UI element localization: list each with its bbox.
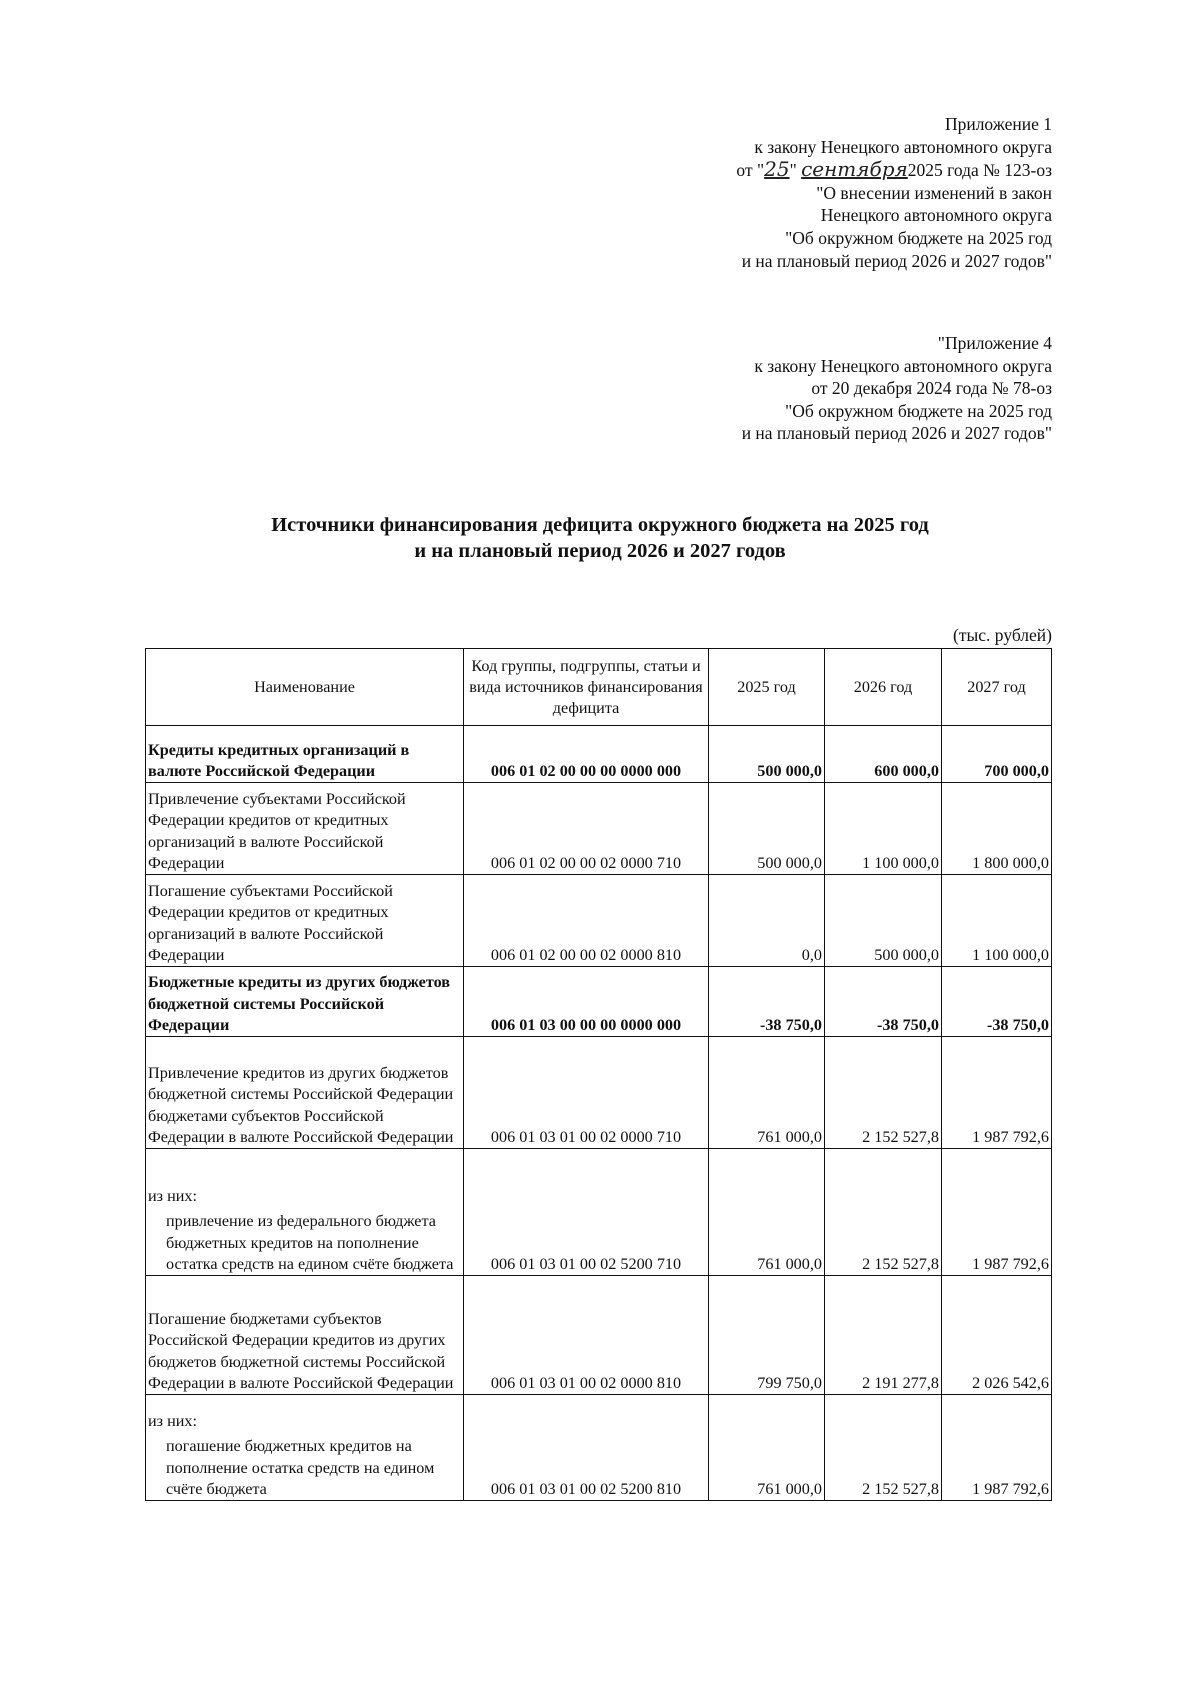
appendix-1-line-4: "О внесении изменений в закон bbox=[816, 182, 1052, 203]
header-2025: 2025 год bbox=[709, 649, 825, 726]
header-2026: 2026 год bbox=[825, 649, 942, 726]
header-name: Наименование bbox=[146, 649, 464, 726]
table-row: Кредиты кредитных организаций в валюте Российской Федерации 006 01 02 00 00 00 0000 000 500 000,0 600 000,0 700 000,0 bbox=[146, 726, 1052, 783]
table-row: Бюджетные кредиты из других бюджетов бюджетной системы Российской Федерации 006 01 03 00 00 00 0000 000 -38 750,0 -38 750,0 -38 750,0 bbox=[146, 967, 1052, 1037]
sub-items-label: из них: bbox=[148, 1412, 198, 1431]
table-row: Погашение субъектами Российской Федерации кредитов от кредитных организаций в валюте Российской Федерации 006 01 02 00 00 02 0000 810 0,0 500 000,0 1 100 000,0 bbox=[146, 875, 1052, 967]
appendix-4-date: от 20 декабря 2024 года № 78-оз bbox=[811, 378, 1052, 399]
appendix-1-law: к закону Ненецкого автономного округа bbox=[754, 136, 1052, 157]
handwritten-month: сентября bbox=[801, 157, 908, 182]
document-title bbox=[0, 512, 1200, 564]
table-row: Погашение бюджетами субъектов Российской Федерации кредитов из других бюджетов бюджетной системы Российской Федерации в валюте Российской Федерации 006 01 03 01 00 02 0000 810 799 750,0 2 191 277,8 2 026 542,6 bbox=[146, 1276, 1052, 1395]
appendix-1-line-5: Ненецкого автономного округа bbox=[820, 205, 1052, 226]
sub-items-label: из них: bbox=[148, 1187, 198, 1206]
header-code: Код группы, подгруппы, статьи и вида источников финансирования дефицита bbox=[464, 649, 709, 726]
document-title-line-1: Источники финансирования дефицита окружного бюджета на 2025 год bbox=[271, 514, 929, 536]
appendix-4-title: "Приложение 4 bbox=[937, 333, 1052, 353]
appendix-1-date: от "25" сентября2025 года № 123-оз bbox=[736, 157, 1052, 182]
appendix-4-law: к закону Ненецкого автономного округа bbox=[754, 355, 1052, 376]
appendix-4-header bbox=[742, 332, 1052, 445]
handwritten-day: 25 bbox=[764, 157, 790, 182]
appendix-1-header bbox=[736, 113, 1052, 272]
table-row: Привлечение субъектами Российской Федерации кредитов от кредитных организаций в валюте Российской Федерации 006 01 02 00 00 02 0000 710 500 000,0 1 100 000,0 1 800 000,0 bbox=[146, 783, 1052, 875]
appendix-4-line-5: и на плановый период 2026 и 2027 годов" bbox=[741, 423, 1052, 444]
document-title-line-2: и на плановый период 2026 и 2027 годов bbox=[414, 540, 786, 562]
table-header-row bbox=[146, 649, 1052, 726]
units-label: (тыс. рублей) bbox=[953, 625, 1052, 645]
table-row: из них: погашение бюджетных кредитов на пополнение остатка средств на едином счёте бюджета 006 01 03 01 00 02 5200 810 761 000,0 2 152 527,8 1 987 792,6 bbox=[146, 1395, 1052, 1501]
table-row: из них: привлечение из федерального бюджета бюджетных кредитов на пополнение остатка средств на едином счёте бюджета 006 01 03 01 00 02 5200 710 761 000,0 2 152 527,8 1 987 792,6 bbox=[146, 1149, 1052, 1276]
appendix-4-line-4: "Об окружном бюджете на 2025 год bbox=[785, 400, 1052, 421]
financing-sources-table bbox=[145, 648, 1052, 1501]
appendix-1-line-7: и на плановый период 2026 и 2027 годов" bbox=[741, 250, 1052, 271]
appendix-1-title: Приложение 1 bbox=[944, 114, 1052, 134]
appendix-1-line-6: "Об окружном бюджете на 2025 год bbox=[785, 227, 1052, 248]
table-row: Привлечение кредитов из других бюджетов бюджетной системы Российской Федерации бюджетами субъектов Российской Федерации в валюте Российской Федерации 006 01 03 01 00 02 0000 710 761 000,0 2 152 527,8 1 987 792,6 bbox=[146, 1037, 1052, 1149]
header-2027: 2027 год bbox=[942, 649, 1052, 726]
